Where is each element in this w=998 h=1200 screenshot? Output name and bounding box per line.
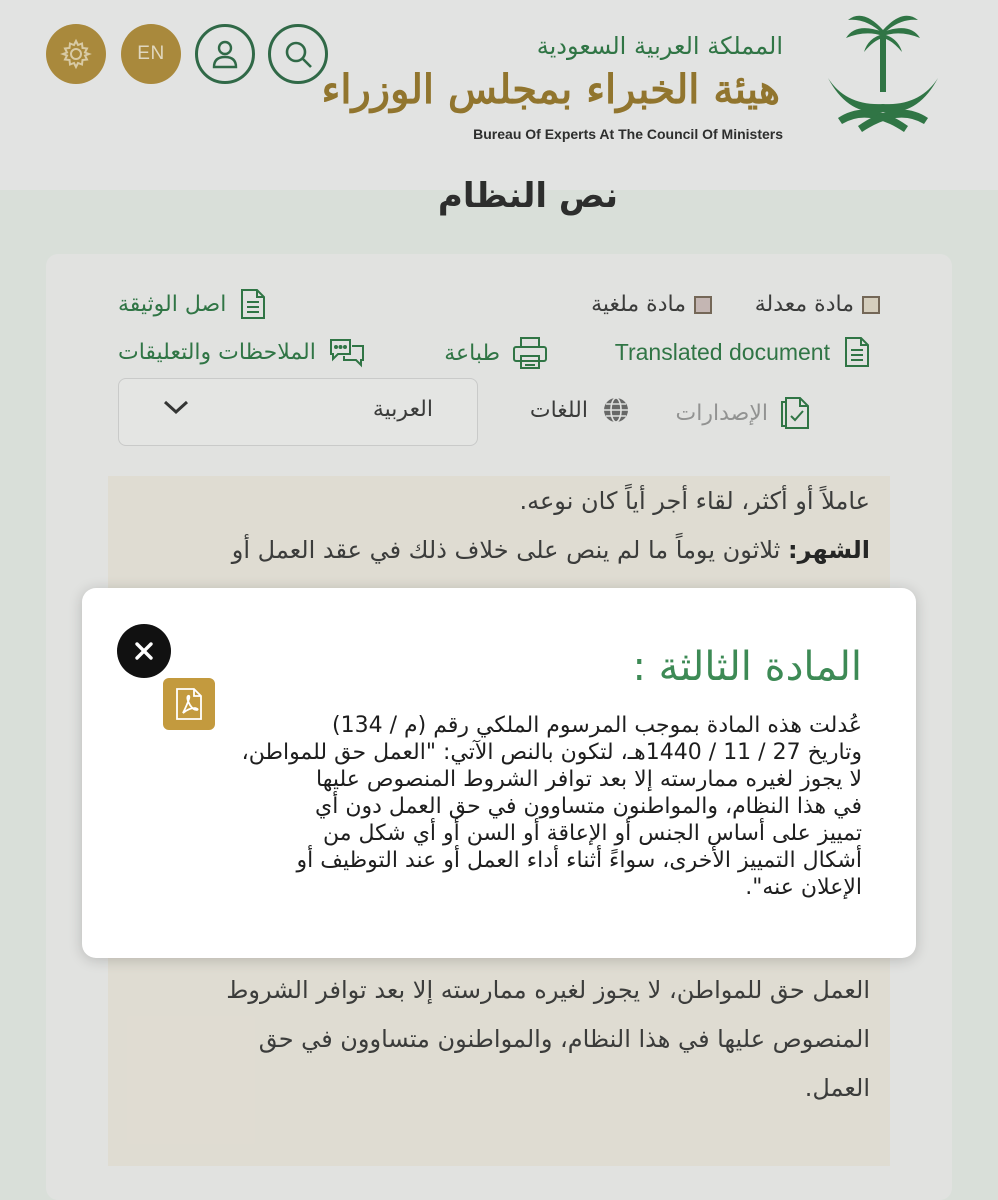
modal-close-button[interactable] <box>117 624 171 678</box>
modal-body-line: تمييز على أساس الجنس أو الإعاقة أو السن أو أي شكل من <box>322 821 862 846</box>
legend-amended: مادة معدلة <box>755 292 880 317</box>
print-button[interactable]: طباعة <box>444 336 548 370</box>
content-line: المنصوص عليها في هذا النظام، والمواطنون متساوون في حق <box>258 1025 870 1053</box>
logo-bureau-english: Bureau Of Experts At The Council Of Ministers <box>473 126 783 142</box>
language-label: EN <box>137 43 165 64</box>
legend-cancelled: مادة ملغية <box>591 292 712 317</box>
modal-body <box>162 712 862 901</box>
logo-bureau-arabic: هيئة الخبراء بمجلس الوزراء <box>321 66 780 113</box>
comments-link[interactable]: الملاحظات والتعليقات <box>118 336 366 368</box>
translated-document-link[interactable]: Translated document <box>615 336 870 368</box>
content-line: عاملاً أو أكثر، لقاء أجر أياً كان نوعه. <box>519 487 870 515</box>
modal-body-line: في هذا النظام، والمواطنون متساوون في حق العمل دون أي <box>315 794 862 819</box>
original-document-link[interactable]: اصل الوثيقة <box>118 288 266 320</box>
modal-body-line: وتاريخ 27 / 11 / 1440هـ، لتكون بالنص الآتي: "العمل حق للمواطن، <box>241 740 862 765</box>
modal-body-line: أشكال التمييز الأخرى، سواءً أثناء أداء العمل أو عند التوظيف أو <box>296 848 862 873</box>
modal-body-line: عُدلت هذه المادة بموجب المرسوم الملكي رقم (م / 134) <box>332 713 862 738</box>
content-line: العمل. <box>804 1074 870 1102</box>
language-select-value: العربية <box>372 397 433 422</box>
pdf-icon <box>174 687 204 721</box>
section-title: نص النظام <box>437 176 618 216</box>
modal-body-line: لا يجوز لغيره ممارسته إلا بعد توافر الشروط المنصوص عليها <box>316 767 862 792</box>
languages-label: اللغات <box>530 396 630 424</box>
content-line: الشهر: ثلاثون يوماً ما لم ينص على خلاف ذلك في عقد العمل أو <box>231 536 870 564</box>
close-icon <box>133 640 155 662</box>
modal-body-line: الإعلان عنه". <box>745 875 862 900</box>
content-line: العمل حق للمواطن، لا يجوز لغيره ممارسته إلا بعد توافر الشروط <box>226 976 870 1004</box>
pdf-download-button[interactable] <box>163 678 215 730</box>
term-label: الشهر: <box>787 536 870 564</box>
logo-country-text: المملكة العربية السعودية <box>536 32 783 60</box>
versions-link[interactable]: الإصدارات <box>676 396 810 430</box>
modal-title: المادة الثالثة : <box>632 644 862 690</box>
